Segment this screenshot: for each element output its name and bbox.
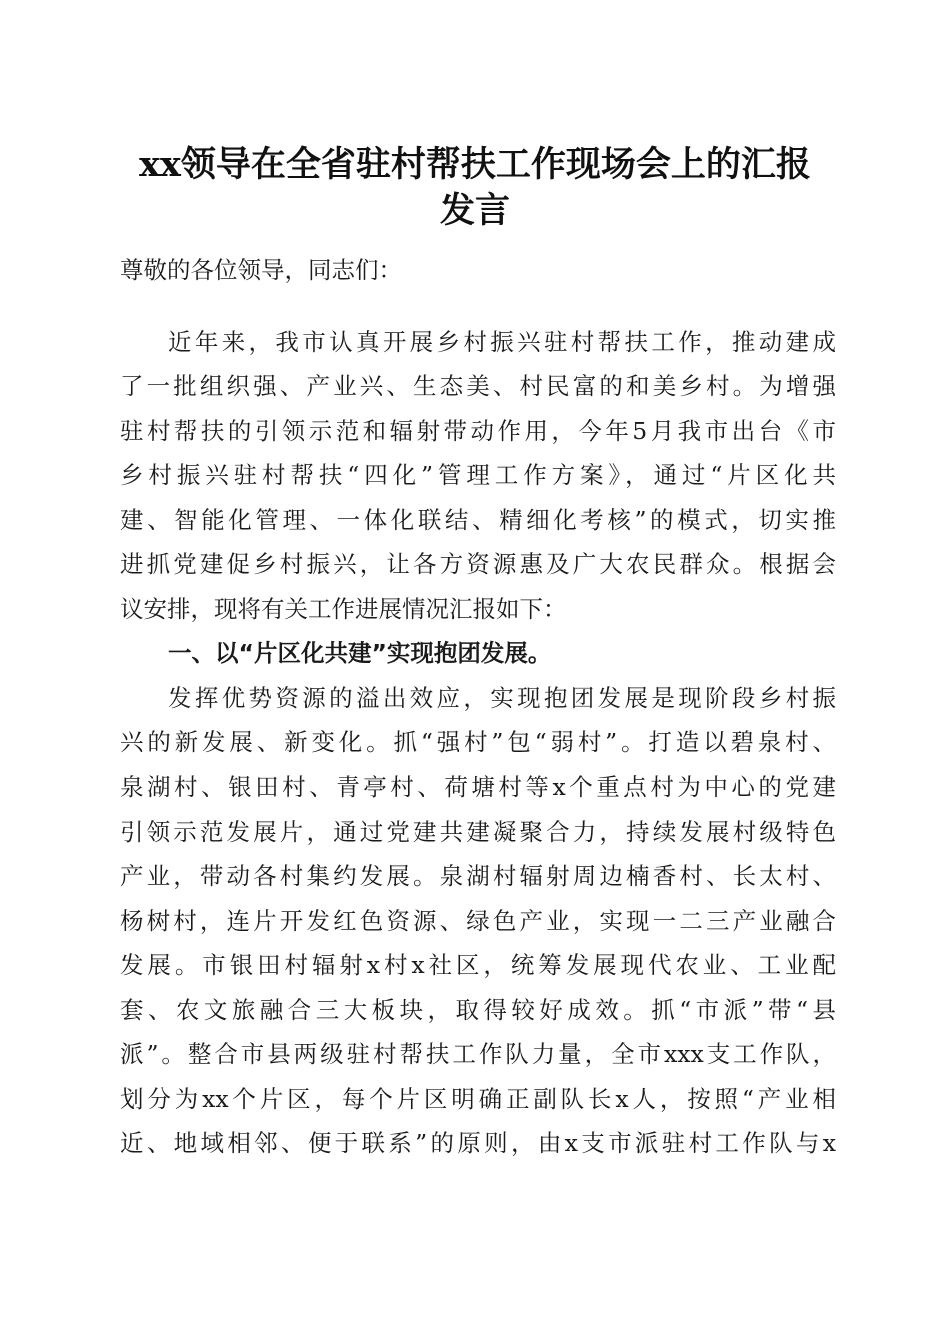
section-1-line-5: 产业，带动各村集约发展。泉湖村辐射周边楠香村、长太村、: [120, 862, 836, 890]
document-title-line-2: 发言: [439, 190, 510, 231]
intro-line-5: 建、智能化管理、一体化联结、精细化考核”的模式，切实推: [120, 506, 836, 534]
intro-line-6: 进抓党建促乡村振兴，让各方资源惠及广大农民群众。根据会: [120, 550, 836, 578]
section-1-line-11: 近、地域相邻、便于联系”的原则，由x支市派驻村工作队与x: [120, 1129, 836, 1157]
section-1-line-1: 发挥优势资源的溢出效应，实现抱团发展是现阶段乡村振: [168, 684, 836, 712]
intro-line-2: 了一批组织强、产业兴、生态美、村民富的和美乡村。为增强: [120, 372, 836, 400]
section-1-line-2: 兴的新发展、新变化。抓“强村”包“弱村”。打造以碧泉村、: [120, 728, 836, 756]
intro-line-4: 乡村振兴驻村帮扶“四化”管理工作方案》，通过“片区化共: [120, 461, 836, 489]
salutation: 尊敬的各位领导，同志们：: [120, 256, 402, 284]
section-1-line-7: 发展。市银田村辐射x村x社区，统筹发展现代农业、工业配: [120, 951, 836, 979]
section-1-line-8: 套、农文旅融合三大板块，取得较好成效。抓“市派”带“县: [120, 996, 836, 1024]
section-1-line-10: 划分为xx个片区，每个片区明确正副队长x人，按照“产业相: [120, 1085, 836, 1113]
intro-line-3: 驻村帮扶的引领示范和辐射带动作用，今年5月我市出台《市: [120, 417, 836, 445]
document-title-line-1: xx领导在全省驻村帮扶工作现场会上的汇报: [139, 144, 811, 185]
section-1-line-6: 杨树村，连片开发红色资源、绿色产业，实现一二三产业融合: [120, 907, 836, 935]
section-1-heading: 一、以“片区化共建”实现抱团发展。: [168, 639, 552, 667]
intro-line-1: 近年来，我市认真开展乡村振兴驻村帮扶工作，推动建成: [168, 328, 836, 356]
section-1-line-9: 派”。整合市县两级驻村帮扶工作队力量，全市xxx支工作队，: [120, 1040, 836, 1068]
intro-line-7: 议安排，现将有关工作进展情况汇报如下：: [120, 595, 567, 623]
section-1-line-4: 引领示范发展片，通过党建共建凝聚合力，持续发展村级特色: [120, 818, 836, 846]
section-1-line-3: 泉湖村、银田村、青亭村、荷塘村等x个重点村为中心的党建: [120, 773, 836, 801]
